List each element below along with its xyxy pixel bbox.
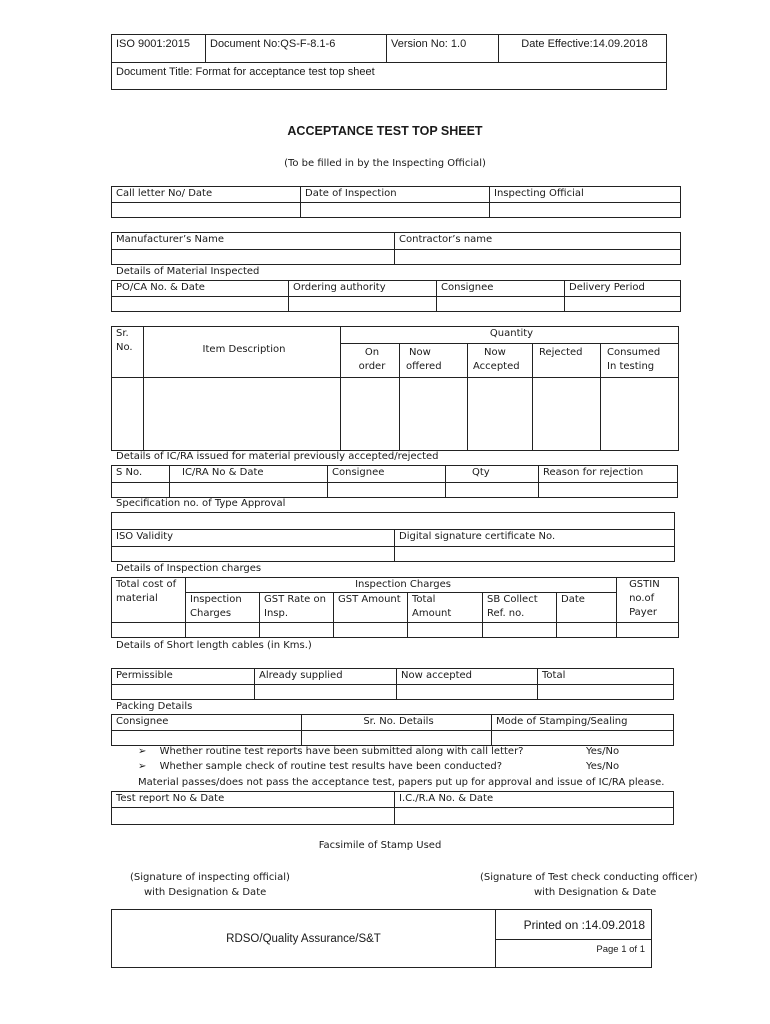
test-report-value[interactable]	[112, 808, 395, 825]
cables-table	[111, 668, 674, 700]
now-offered-value[interactable]	[400, 378, 468, 451]
sr-no-details-value[interactable]	[302, 731, 492, 746]
permissible-label: Permissible	[112, 669, 255, 685]
footer-printed	[496, 910, 652, 940]
total-cost-header	[112, 578, 186, 623]
sig-right-line2: with Designation & Date	[534, 887, 657, 898]
signature-inspecting-official	[110, 870, 330, 900]
sr-no-details-label: Sr. No. Details	[302, 715, 492, 731]
already-supplied-value[interactable]	[255, 685, 397, 700]
inspecting-official-value[interactable]	[490, 203, 681, 218]
packing-consignee-label: Consignee	[112, 715, 302, 731]
digital-signature-label: Digital signature certificate No.	[395, 530, 675, 547]
icra-sno-label: S No.	[112, 466, 170, 483]
item-description-header	[144, 327, 341, 378]
gstin-line1: GSTIN	[629, 579, 660, 590]
now-accepted-value[interactable]	[468, 378, 533, 451]
total-cost-value[interactable]	[112, 623, 186, 638]
now-accepted-header	[468, 344, 533, 378]
inspection-charges-header: Inspection Charges	[186, 578, 617, 593]
gst-amount-subheader: GST Amount	[334, 593, 408, 623]
icra-heading: Details of IC/RA issued for material previously accepted/rejected	[116, 451, 439, 462]
total-line1: Total	[412, 594, 436, 605]
icra-reason-value[interactable]	[539, 483, 678, 498]
on-order-line1: On	[364, 347, 380, 358]
question-text: Whether routine test reports have been submitted along with call letter?	[159, 746, 524, 757]
date-of-inspection-value[interactable]	[301, 203, 490, 218]
icra-table	[111, 465, 678, 498]
insp-charges-subheader	[186, 593, 260, 623]
printed-on-text: Printed on :14.09.2018	[523, 917, 645, 932]
mode-of-stamping-label: Mode of Stamping/Sealing	[492, 715, 674, 731]
already-supplied-label: Already supplied	[255, 669, 397, 685]
icra-consignee-label: Consignee	[328, 466, 446, 483]
sb-collect-value[interactable]	[483, 623, 557, 638]
on-order-value[interactable]	[341, 378, 400, 451]
footer-org	[112, 910, 496, 968]
insp-charges-value[interactable]	[186, 623, 260, 638]
date-value[interactable]	[557, 623, 617, 638]
rejected-value[interactable]	[533, 378, 601, 451]
icra-qty-value[interactable]	[446, 483, 539, 498]
delivery-period-value[interactable]	[565, 297, 681, 312]
now-accepted-label: Now accepted	[397, 669, 538, 685]
quantity-header: Quantity	[341, 327, 679, 344]
date-effective-cell: Date Effective:14.09.2018	[499, 35, 667, 63]
iso-cell: ISO 9001:2015	[112, 35, 206, 63]
sr-label: Sr.	[116, 328, 129, 339]
gst-rate-subheader	[260, 593, 334, 623]
total-cost-line2: material	[116, 593, 158, 604]
consumed-line2: In testing	[607, 361, 655, 372]
document-header	[111, 34, 667, 90]
no-label: No.	[116, 342, 133, 353]
charges-heading: Details of Inspection charges	[116, 563, 262, 574]
item-description-value[interactable]	[144, 378, 341, 451]
icra-qty-label: Qty	[446, 466, 539, 483]
icra-consignee-value[interactable]	[328, 483, 446, 498]
contractor-value[interactable]	[395, 250, 681, 265]
footer-org-text: RDSO/Quality Assurance/S&T	[226, 932, 381, 945]
icra-no-date-value[interactable]	[170, 483, 328, 498]
specification-heading: Specification no. of Type Approval	[116, 498, 286, 509]
gst-amount-value[interactable]	[334, 623, 408, 638]
iso-validity-value[interactable]	[112, 547, 395, 562]
po-ca-value[interactable]	[112, 297, 289, 312]
answer-routine-reports[interactable]: Yes/No	[586, 746, 620, 757]
page-subtitle: (To be filled in by the Inspecting Official)	[284, 158, 486, 169]
cables-heading: Details of Short length cables (in Kms.)	[116, 640, 312, 651]
packing-consignee-value[interactable]	[112, 731, 302, 746]
insp-line1: Inspection	[190, 594, 242, 605]
consignee-label: Consignee	[437, 281, 565, 297]
version-cell: Version No: 1.0	[387, 35, 499, 63]
icra-no-label: I.C./R.A No. & Date	[395, 792, 674, 808]
sig-right-line1: (Signature of Test check conducting officer)	[480, 872, 698, 883]
test-report-label: Test report No & Date	[112, 792, 395, 808]
inspecting-official-label: Inspecting Official	[490, 187, 681, 203]
item-quantity-table	[111, 326, 679, 451]
now-accepted-value[interactable]	[397, 685, 538, 700]
insp-line2: Charges	[190, 608, 232, 619]
now-offered-line2: offered	[406, 361, 442, 372]
question-routine-reports	[138, 746, 524, 757]
specification-table	[111, 512, 675, 530]
answer-sample-check[interactable]: Yes/No	[586, 761, 620, 772]
cables-total-label: Total	[538, 669, 674, 685]
now-accepted-line2: Accepted	[473, 361, 520, 372]
signature-test-check-officer	[480, 870, 700, 900]
passes-statement: Material passes/does not pass the acceptance test, papers put up for approval and issue of IC/RA please.	[138, 777, 665, 788]
facsimile-label: Facsimile of Stamp Used	[318, 840, 442, 851]
ordering-authority-label: Ordering authority	[289, 281, 437, 297]
sr-no-value[interactable]	[112, 378, 144, 451]
call-letter-label: Call letter No/ Date	[112, 187, 301, 203]
manufacturer-label: Manufacturer’s Name	[112, 233, 395, 250]
footer-page	[496, 940, 652, 968]
packing-table	[111, 714, 674, 746]
consumed-header	[601, 344, 679, 378]
iso-validity-label: ISO Validity	[112, 530, 395, 547]
call-letter-table	[111, 186, 681, 218]
call-letter-value[interactable]	[112, 203, 301, 218]
consignee-value[interactable]	[437, 297, 565, 312]
total-cost-line1: Total cost of	[116, 579, 177, 590]
cables-total-value[interactable]	[538, 685, 674, 700]
contractor-label: Contractor’s name	[395, 233, 681, 250]
ordering-authority-value[interactable]	[289, 297, 437, 312]
item-description-label: Item Description	[202, 344, 286, 355]
material-table	[111, 280, 681, 312]
delivery-period-label: Delivery Period	[565, 281, 681, 297]
rejected-label: Rejected	[539, 347, 583, 358]
gst-rate-line2: Insp.	[264, 608, 289, 619]
manufacturer-value[interactable]	[112, 250, 395, 265]
now-accepted-line1: Now	[484, 347, 506, 358]
material-heading: Details of Material Inspected	[116, 266, 260, 277]
gstin-value[interactable]	[617, 623, 679, 638]
on-order-line2: order	[358, 361, 386, 372]
po-ca-label: PO/CA No. & Date	[112, 281, 289, 297]
mode-of-stamping-value[interactable]	[492, 731, 674, 746]
gst-rate-line1: GST Rate on	[264, 594, 326, 605]
date-subheader: Date	[557, 593, 617, 623]
rejected-header	[533, 344, 601, 378]
sb-line2: Ref. no.	[487, 608, 525, 619]
total-amount-subheader	[408, 593, 483, 623]
icra-sno-value[interactable]	[112, 483, 170, 498]
specification-value[interactable]	[112, 513, 675, 530]
icra-no-date-label: IC/RA No & Date	[170, 466, 328, 483]
consumed-line1: Consumed	[607, 347, 661, 358]
gstin-line2: no.of	[629, 593, 655, 604]
page-number-text: Page 1 of 1	[596, 944, 645, 955]
gstin-header	[617, 578, 679, 623]
total-line2: Amount	[412, 608, 452, 619]
consumed-value[interactable]	[601, 378, 679, 451]
sr-no-header	[112, 327, 144, 378]
manufacturer-table	[111, 232, 681, 265]
now-offered-header	[400, 344, 468, 378]
on-order-header	[341, 344, 400, 378]
permissible-value[interactable]	[112, 685, 255, 700]
date-of-inspection-label: Date of Inspection	[301, 187, 490, 203]
doc-title-cell: Document Title: Format for acceptance test top sheet	[112, 63, 667, 90]
now-offered-line1: Now	[409, 347, 431, 358]
sb-collect-subheader	[483, 593, 557, 623]
digital-signature-value[interactable]	[395, 547, 675, 562]
question-text: Whether sample check of routine test results have been conducted?	[159, 761, 502, 772]
footer-table	[111, 909, 652, 968]
test-report-table	[111, 791, 674, 825]
packing-heading: Packing Details	[116, 701, 193, 712]
page-title: ACCEPTANCE TEST TOP SHEET	[287, 124, 483, 138]
total-amount-value[interactable]	[408, 623, 483, 638]
icra-no-value[interactable]	[395, 808, 674, 825]
arrow-bullet-icon: ➢	[138, 746, 147, 757]
inspection-charges-table	[111, 577, 679, 638]
gst-rate-value[interactable]	[260, 623, 334, 638]
question-sample-check	[138, 761, 502, 772]
sb-line1: SB Collect	[487, 594, 538, 605]
iso-validity-table	[111, 529, 675, 562]
sig-left-line2: with Designation & Date	[144, 887, 267, 898]
gstin-line3: Payer	[629, 607, 657, 618]
doc-no-cell: Document No:QS-F-8.1-6	[206, 35, 387, 63]
arrow-bullet-icon: ➢	[138, 761, 147, 772]
sig-left-line1: (Signature of inspecting official)	[130, 872, 290, 883]
icra-reason-label: Reason for rejection	[539, 466, 678, 483]
